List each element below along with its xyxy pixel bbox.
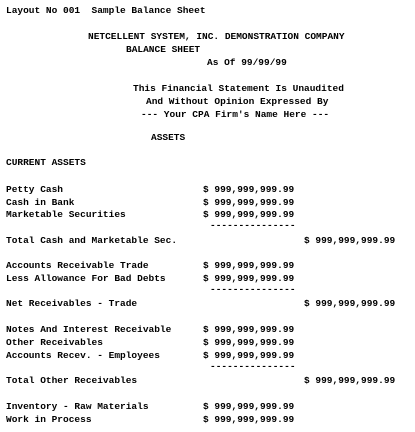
disclaimer-line-3: --- Your CPA Firm's Name Here --- xyxy=(141,109,330,120)
total-cash-amount: $ 999,999,999.99 xyxy=(304,235,396,246)
subtotal-rule: --------------- xyxy=(210,361,296,372)
layout-header: Layout No 001 Sample Balance Sheet xyxy=(6,5,206,16)
net-receivables-label: Net Receivables - Trade xyxy=(6,298,138,309)
less-allowance-amount: $ 999,999,999.99 xyxy=(203,273,295,284)
as-of-date: As Of 99/99/99 xyxy=(207,57,287,68)
marketable-securities-amount: $ 999,999,999.99 xyxy=(203,209,295,220)
other-receivables-label: Other Receivables xyxy=(6,337,103,348)
inventory-raw-materials-label: Inventory - Raw Materials xyxy=(6,401,149,412)
inventory-raw-materials-amount: $ 999,999,999.99 xyxy=(203,401,295,412)
section-heading-assets: ASSETS xyxy=(151,132,186,143)
petty-cash-amount: $ 999,999,999.99 xyxy=(203,184,295,195)
disclaimer-line-1: This Financial Statement Is Unaudited xyxy=(133,83,344,94)
other-receivables-amount: $ 999,999,999.99 xyxy=(203,337,295,348)
accounts-receivable-trade-amount: $ 999,999,999.99 xyxy=(203,260,295,271)
net-receivables-amount: $ 999,999,999.99 xyxy=(304,298,396,309)
accounts-receivable-trade-label: Accounts Receivable Trade xyxy=(6,260,149,271)
total-other-receivables-amount: $ 999,999,999.99 xyxy=(304,375,396,386)
less-allowance-label: Less Allowance For Bad Debts xyxy=(6,273,166,284)
notes-interest-amount: $ 999,999,999.99 xyxy=(203,324,295,335)
company-name: NETCELLENT SYSTEM, INC. DEMONSTRATION COMPANY xyxy=(88,31,345,42)
current-assets-heading: CURRENT ASSETS xyxy=(6,157,86,168)
disclaimer-line-2: And Without Opinion Expressed By xyxy=(146,96,329,107)
cash-in-bank-amount: $ 999,999,999.99 xyxy=(203,197,295,208)
cash-in-bank-label: Cash in Bank xyxy=(6,197,75,208)
accounts-recev-employees-amount: $ 999,999,999.99 xyxy=(203,350,295,361)
subtotal-rule: --------------- xyxy=(210,284,296,295)
notes-interest-label: Notes And Interest Receivable xyxy=(6,324,172,335)
accounts-recev-employees-label: Accounts Recev. - Employees xyxy=(6,350,160,361)
work-in-process-amount: $ 999,999,999.99 xyxy=(203,414,295,425)
report-title: BALANCE SHEET xyxy=(126,44,201,55)
total-cash-label: Total Cash and Marketable Sec. xyxy=(6,235,178,246)
total-other-receivables-label: Total Other Receivables xyxy=(6,375,138,386)
subtotal-rule: --------------- xyxy=(210,220,296,231)
petty-cash-label: Petty Cash xyxy=(6,184,64,195)
work-in-process-label: Work in Process xyxy=(6,414,92,425)
marketable-securities-label: Marketable Securities xyxy=(6,209,126,220)
